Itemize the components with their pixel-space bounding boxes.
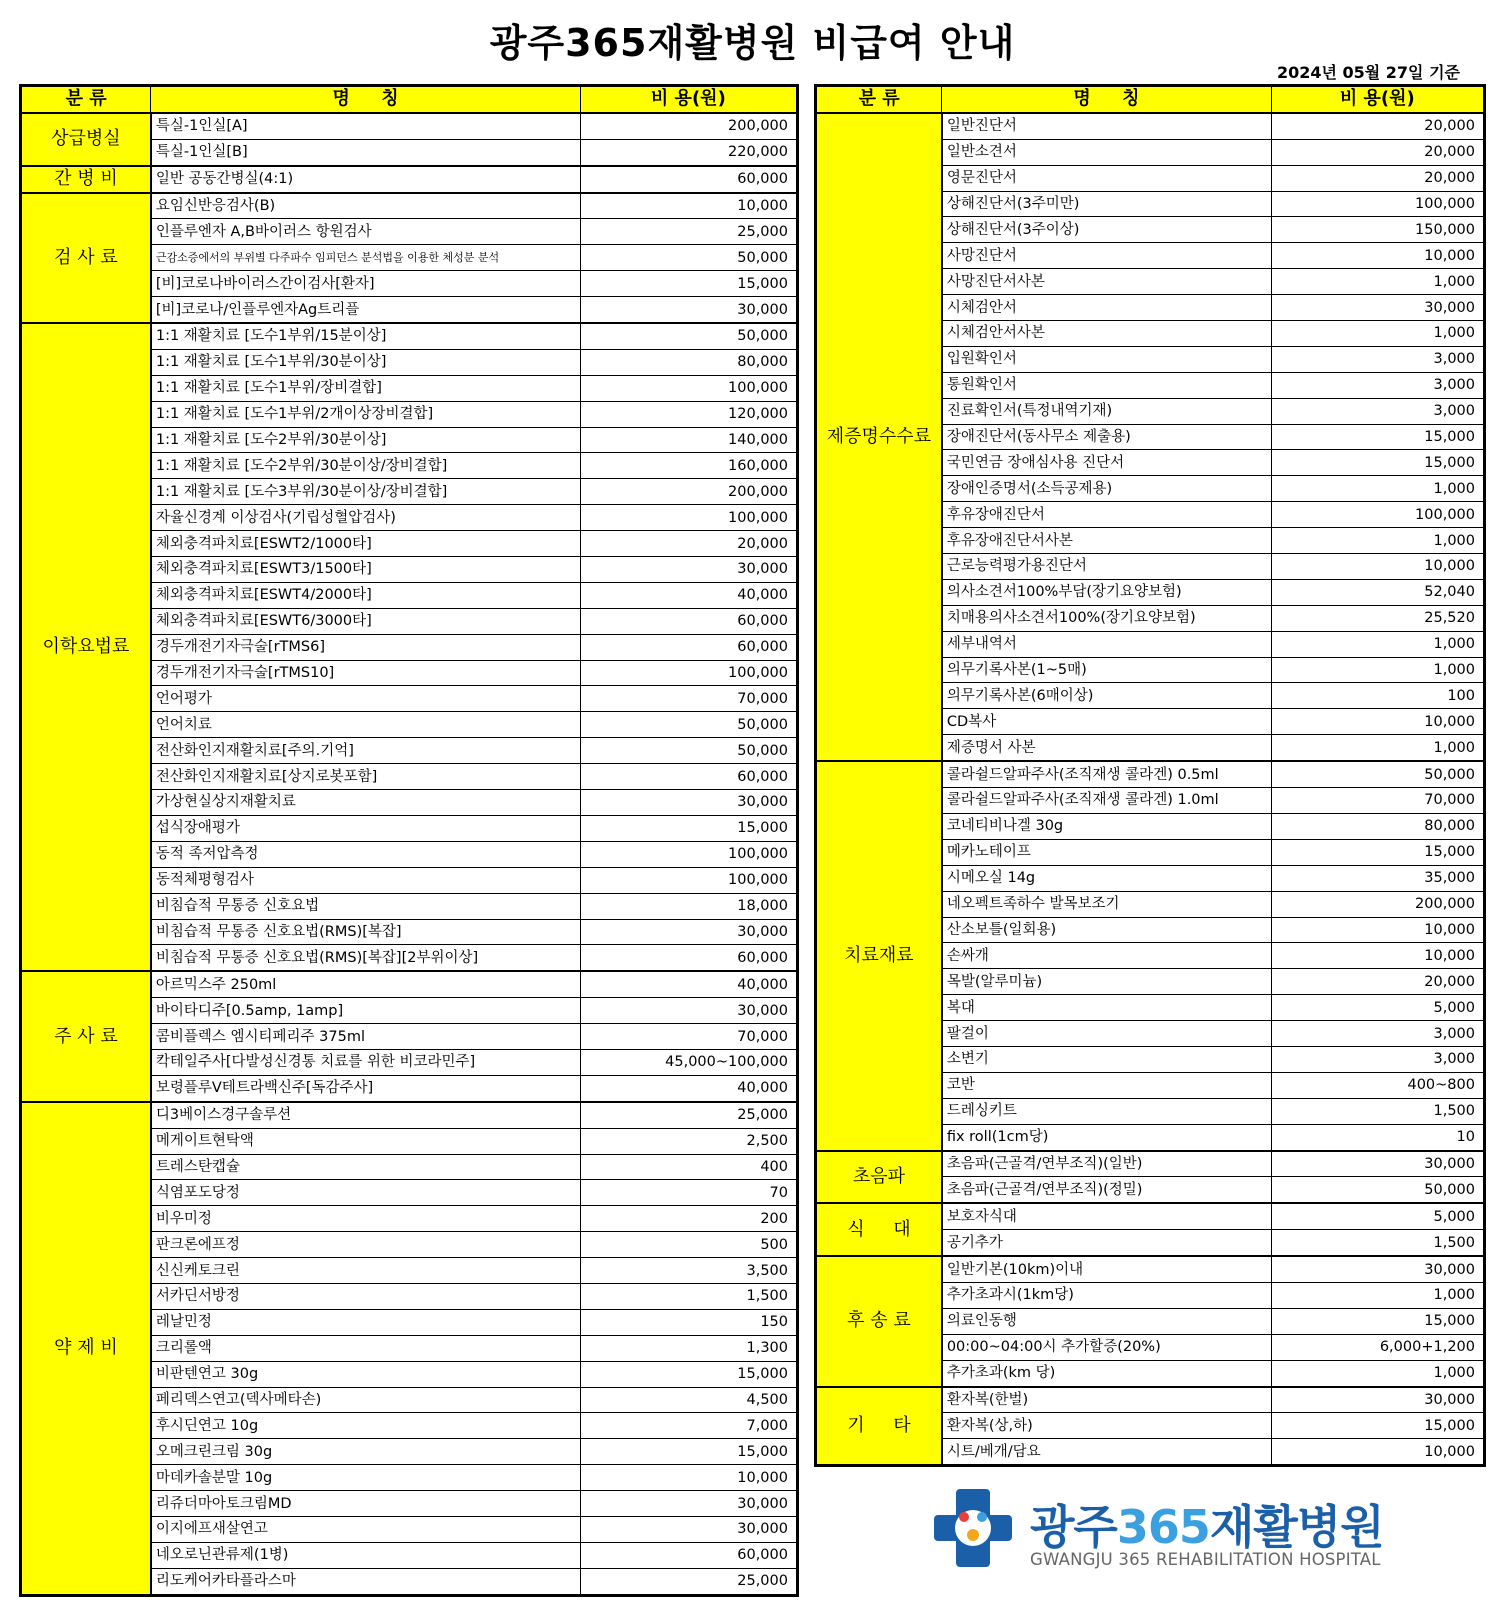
table-row	[816, 1203, 1485, 1229]
item-price: 2,500	[580, 1128, 797, 1154]
item-name: 레날민정	[151, 1309, 580, 1335]
item-name: 시체검안서사본	[942, 321, 1271, 347]
item-name: 바이타디주[0.5amp, 1amp]	[151, 998, 580, 1024]
item-price: 15,000	[580, 815, 797, 841]
category-cell: 치료재료	[816, 761, 942, 1150]
item-name: 1:1 재활치료 [도수1부위/15분이상]	[151, 323, 580, 349]
item-name: 체외충격파치료[ESWT3/1500타]	[151, 557, 580, 583]
item-price: 15,000	[1271, 424, 1484, 450]
header-name: 명 칭	[151, 86, 580, 113]
item-name: 환자복(상,하)	[942, 1413, 1271, 1439]
item-name: 비우미정	[151, 1206, 580, 1232]
item-price: 50,000	[580, 738, 797, 764]
item-price: 70,000	[580, 1024, 797, 1050]
item-price: 6,000+1,200	[1271, 1334, 1484, 1360]
item-price: 220,000	[580, 139, 797, 165]
category-cell: 약 제 비	[21, 1102, 151, 1595]
item-price: 10,000	[1271, 554, 1484, 580]
item-name: 일반진단서	[942, 113, 1271, 139]
item-name: 전산화인지재활치료[상지로봇포함]	[151, 764, 580, 790]
item-price: 18,000	[580, 893, 797, 919]
item-name: 메카노테이프	[942, 839, 1271, 865]
item-price: 5,000	[1271, 1203, 1484, 1229]
item-price: 400	[580, 1154, 797, 1180]
item-price: 45,000~100,000	[580, 1049, 797, 1075]
item-name: [비]코로나바이러스간이검사[환자]	[151, 271, 580, 297]
item-name: 일반 공동간병실(4:1)	[151, 166, 580, 193]
item-name: 디3베이스경구솔루션	[151, 1102, 580, 1128]
item-price: 100,000	[580, 867, 797, 893]
header-category: 분 류	[21, 86, 151, 113]
item-price: 160,000	[580, 453, 797, 479]
header-price: 비 용(원)	[580, 86, 797, 113]
item-name: 보호자식대	[942, 1203, 1271, 1229]
item-price: 150	[580, 1309, 797, 1335]
item-price: 3,000	[1271, 346, 1484, 372]
item-price: 15,000	[1271, 1308, 1484, 1334]
item-name: 환자복(한벌)	[942, 1387, 1271, 1413]
item-name: 1:1 재활치료 [도수2부위/30분이상/장비결합]	[151, 453, 580, 479]
category-cell: 식 대	[816, 1203, 942, 1256]
item-price: 3,000	[1271, 372, 1484, 398]
item-name: 인플루엔자 A,B바이러스 항원검사	[151, 219, 580, 245]
item-name: 식염포도당정	[151, 1180, 580, 1206]
header-price: 비 용(원)	[1271, 86, 1484, 113]
item-name: 요임신반응검사(B)	[151, 193, 580, 219]
item-name: 시메오실 14g	[942, 865, 1271, 891]
item-price: 1,500	[580, 1283, 797, 1309]
item-name: 소변기	[942, 1046, 1271, 1072]
item-price: 100,000	[580, 505, 797, 531]
item-price: 3,000	[1271, 1021, 1484, 1047]
item-name: 산소보틀(일회용)	[942, 917, 1271, 943]
item-price: 60,000	[580, 764, 797, 790]
item-name: 1:1 재활치료 [도수2부위/30분이상]	[151, 427, 580, 453]
item-name: 근감소증에서의 부위별 다주파수 임피던스 분석법을 이용한 체성분 분석	[151, 245, 580, 271]
category-cell: 상급병실	[21, 113, 151, 166]
item-price: 30,000	[1271, 1387, 1484, 1413]
item-name: 리쥬더마아토크림MD	[151, 1491, 580, 1517]
item-name: [비]코로나/인플루엔자Ag트리플	[151, 297, 580, 323]
item-price: 70	[580, 1180, 797, 1206]
header-category: 분 류	[816, 86, 942, 113]
item-name: 초음파(근골격/연부조직)(정밀)	[942, 1177, 1271, 1203]
category-cell: 주 사 료	[21, 971, 151, 1101]
item-price: 70,000	[580, 686, 797, 712]
item-name: 1:1 재활치료 [도수3부위/30분이상/장비결합]	[151, 479, 580, 505]
item-price: 50,000	[580, 323, 797, 349]
category-cell: 후 송 료	[816, 1256, 942, 1386]
item-price: 1,000	[1271, 1360, 1484, 1386]
item-price: 10,000	[580, 193, 797, 219]
item-price: 80,000	[580, 349, 797, 375]
item-price: 1,000	[1271, 269, 1484, 295]
item-price: 3,000	[1271, 1046, 1484, 1072]
item-price: 60,000	[580, 166, 797, 193]
table-row	[21, 1102, 798, 1128]
table-row	[21, 193, 798, 219]
item-name: 손싸개	[942, 943, 1271, 969]
item-name: 체외충격파치료[ESWT4/2000타]	[151, 582, 580, 608]
item-price: 400~800	[1271, 1072, 1484, 1098]
item-name: 특실-1인실[A]	[151, 113, 580, 139]
header-name: 명 칭	[942, 86, 1271, 113]
item-price: 10	[1271, 1124, 1484, 1150]
page-title: 광주365재활병원 비급여 안내	[489, 21, 1016, 65]
item-price: 20,000	[1271, 165, 1484, 191]
item-name: 00:00~04:00시 추가할증(20%)	[942, 1334, 1271, 1360]
item-name: 사망진단서사본	[942, 269, 1271, 295]
item-price: 100	[1271, 683, 1484, 709]
item-name: 드레싱키트	[942, 1098, 1271, 1124]
item-price: 200,000	[1271, 891, 1484, 917]
table-row	[21, 971, 798, 997]
item-name: 팔걸이	[942, 1021, 1271, 1047]
item-name: 제증명서 사본	[942, 735, 1271, 761]
item-name: 추가초과(km 당)	[942, 1360, 1271, 1386]
item-name: CD복사	[942, 709, 1271, 735]
item-price: 30,000	[580, 1491, 797, 1517]
item-name: 페리덱스연고(덱사메타손)	[151, 1387, 580, 1413]
item-price: 20,000	[1271, 969, 1484, 995]
item-price: 80,000	[1271, 813, 1484, 839]
table-row	[21, 323, 798, 349]
item-name: 서카딘서방정	[151, 1283, 580, 1309]
item-price: 30,000	[1271, 295, 1484, 321]
item-price: 30,000	[580, 790, 797, 816]
item-name: 언어치료	[151, 712, 580, 738]
item-price: 40,000	[580, 1075, 797, 1101]
item-price: 40,000	[580, 971, 797, 997]
item-name: 목발(알루미늄)	[942, 969, 1271, 995]
item-name: 콤비플렉스 엠시티페리주 375ml	[151, 1024, 580, 1050]
item-price: 10,000	[580, 1465, 797, 1491]
logo-english-name: GWANGJU 365 REHABILITATION HOSPITAL	[1030, 1550, 1381, 1569]
item-name: 의무기록사본(6매이상)	[942, 683, 1271, 709]
item-name: 동적체평형검사	[151, 867, 580, 893]
item-name: 치매용의사소견서100%(장기요양보험)	[942, 605, 1271, 631]
item-price: 15,000	[580, 1439, 797, 1465]
left-fee-table	[19, 84, 799, 1597]
item-name: 아르믹스주 250ml	[151, 971, 580, 997]
item-price: 20,000	[1271, 113, 1484, 139]
item-name: 후시딘연고 10g	[151, 1413, 580, 1439]
item-price: 200,000	[580, 479, 797, 505]
table-row	[21, 113, 798, 139]
table-row	[21, 166, 798, 193]
item-name: 경두개전기자극술[rTMS10]	[151, 660, 580, 686]
hospital-cross-icon	[930, 1485, 1016, 1571]
item-price: 60,000	[580, 1542, 797, 1568]
item-name: 1:1 재활치료 [도수1부위/2개이상장비결합]	[151, 401, 580, 427]
item-name: 1:1 재활치료 [도수1부위/30분이상]	[151, 349, 580, 375]
item-name: 리도케어카타플라스마	[151, 1568, 580, 1595]
item-name: 공기추가	[942, 1230, 1271, 1256]
item-price: 30,000	[1271, 1151, 1484, 1177]
item-price: 52,040	[1271, 579, 1484, 605]
item-price: 1,000	[1271, 735, 1484, 761]
item-name: 상해진단서(3주미만)	[942, 191, 1271, 217]
category-cell: 검 사 료	[21, 193, 151, 323]
item-price: 120,000	[580, 401, 797, 427]
item-price: 140,000	[580, 427, 797, 453]
item-price: 1,300	[580, 1335, 797, 1361]
item-name: 영문진단서	[942, 165, 1271, 191]
item-price: 200	[580, 1206, 797, 1232]
item-price: 1,000	[1271, 657, 1484, 683]
item-price: 10,000	[1271, 243, 1484, 269]
item-price: 70,000	[1271, 788, 1484, 814]
category-cell: 이학요법료	[21, 323, 151, 971]
item-name: 의무기록사본(1~5매)	[942, 657, 1271, 683]
item-price: 50,000	[580, 245, 797, 271]
item-name: 섭식장애평가	[151, 815, 580, 841]
table-row	[816, 113, 1485, 139]
item-price: 25,520	[1271, 605, 1484, 631]
item-name: 체외충격파치료[ESWT6/3000타]	[151, 608, 580, 634]
item-price: 30,000	[1271, 1256, 1484, 1282]
item-price: 100,000	[580, 660, 797, 686]
item-price: 5,000	[1271, 995, 1484, 1021]
item-name: 네오펙트족하수 발목보조기	[942, 891, 1271, 917]
item-name: 추가초과시(1km당)	[942, 1282, 1271, 1308]
item-price: 10,000	[1271, 917, 1484, 943]
item-name: 동적 족저압측정	[151, 841, 580, 867]
item-name: 의사소견서100%부담(장기요양보험)	[942, 579, 1271, 605]
item-price: 150,000	[1271, 217, 1484, 243]
item-price: 1,000	[1271, 321, 1484, 347]
item-name: 코네티비나겔 30g	[942, 813, 1271, 839]
item-price: 10,000	[1271, 1439, 1484, 1466]
category-cell: 간 병 비	[21, 166, 151, 193]
item-name: 칵테일주사[다발성신경통 치료를 위한 비코라민주]	[151, 1049, 580, 1075]
table-row	[816, 761, 1485, 787]
item-price: 30,000	[580, 998, 797, 1024]
item-name: 후유장애진단서사본	[942, 528, 1271, 554]
item-price: 100,000	[1271, 502, 1484, 528]
item-price: 60,000	[580, 608, 797, 634]
item-name: 이지에프새살연고	[151, 1516, 580, 1542]
item-name: 네오로닌관류제(1병)	[151, 1542, 580, 1568]
item-name: 통원확인서	[942, 372, 1271, 398]
item-price: 50,000	[1271, 1177, 1484, 1203]
item-name: 콜라쉴드알파주사(조직재생 콜라겐) 1.0ml	[942, 788, 1271, 814]
category-cell: 제증명수수료	[816, 113, 942, 761]
category-cell: 기 타	[816, 1387, 942, 1466]
item-price: 100,000	[580, 375, 797, 401]
item-price: 500	[580, 1232, 797, 1258]
item-price: 7,000	[580, 1413, 797, 1439]
item-price: 25,000	[580, 219, 797, 245]
item-name: 장애인증명서(소득공제용)	[942, 476, 1271, 502]
item-price: 3,000	[1271, 398, 1484, 424]
item-name: 신신케토크린	[151, 1258, 580, 1284]
item-name: 세부내역서	[942, 631, 1271, 657]
item-name: 의료인동행	[942, 1308, 1271, 1334]
item-name: 콜라쉴드알파주사(조직재생 콜라겐) 0.5ml	[942, 761, 1271, 787]
item-price: 15,000	[1271, 839, 1484, 865]
item-price: 4,500	[580, 1387, 797, 1413]
item-price: 100,000	[1271, 191, 1484, 217]
item-price: 40,000	[580, 582, 797, 608]
item-price: 20,000	[580, 531, 797, 557]
item-name: 초음파(근골격/연부조직)(일반)	[942, 1151, 1271, 1177]
item-name: 코반	[942, 1072, 1271, 1098]
item-price: 30,000	[580, 919, 797, 945]
item-price: 60,000	[580, 634, 797, 660]
item-price: 15,000	[1271, 450, 1484, 476]
item-price: 20,000	[1271, 139, 1484, 165]
item-name: 보령플루V테트라백신주[독감주사]	[151, 1075, 580, 1101]
item-price: 1,000	[1271, 1282, 1484, 1308]
item-price: 30,000	[580, 1516, 797, 1542]
item-name: 국민연금 장애심사용 진단서	[942, 450, 1271, 476]
item-name: 오메크린크림 30g	[151, 1439, 580, 1465]
item-name: 가상현실상지재활치료	[151, 790, 580, 816]
item-price: 1,500	[1271, 1230, 1484, 1256]
item-price: 1,000	[1271, 631, 1484, 657]
table-row	[816, 1151, 1485, 1177]
item-price: 50,000	[1271, 761, 1484, 787]
item-name: 비판텐연고 30g	[151, 1361, 580, 1387]
item-name: 자율신경계 이상검사(기립성혈압검사)	[151, 505, 580, 531]
item-name: 메게이트현탁액	[151, 1128, 580, 1154]
logo-korean-name: 광주365재활병원	[1030, 1500, 1384, 1554]
item-price: 15,000	[580, 271, 797, 297]
item-name: 트레스탄캡슐	[151, 1154, 580, 1180]
item-name: 장애진단서(동사무소 제출용)	[942, 424, 1271, 450]
item-name: 언어평가	[151, 686, 580, 712]
item-price: 30,000	[580, 557, 797, 583]
item-name: 1:1 재활치료 [도수1부위/장비결합]	[151, 375, 580, 401]
item-price: 1,000	[1271, 528, 1484, 554]
item-price: 50,000	[580, 712, 797, 738]
item-price: 3,500	[580, 1258, 797, 1284]
item-name: 특실-1인실[B]	[151, 139, 580, 165]
item-name: 마데카솔분말 10g	[151, 1465, 580, 1491]
item-name: fix roll(1cm당)	[942, 1124, 1271, 1150]
item-name: 상해진단서(3주이상)	[942, 217, 1271, 243]
item-name: 시트/베개/담요	[942, 1439, 1271, 1466]
item-name: 전산화인지재활치료[주의.기억]	[151, 738, 580, 764]
category-cell: 초음파	[816, 1151, 942, 1204]
item-name: 후유장애진단서	[942, 502, 1271, 528]
item-name: 경두개전기자극술[rTMS6]	[151, 634, 580, 660]
item-price: 25,000	[580, 1568, 797, 1595]
item-price: 60,000	[580, 945, 797, 971]
table-row	[816, 1256, 1485, 1282]
item-name: 체외충격파치료[ESWT2/1000타]	[151, 531, 580, 557]
item-price: 1,500	[1271, 1098, 1484, 1124]
table-row	[816, 1387, 1485, 1413]
item-price: 1,000	[1271, 476, 1484, 502]
item-name: 크리롤액	[151, 1335, 580, 1361]
item-name: 일반소견서	[942, 139, 1271, 165]
item-price: 10,000	[1271, 943, 1484, 969]
item-name: 비침습적 무통증 신호요법(RMS)[복잡][2부위이상]	[151, 945, 580, 971]
item-name: 비침습적 무통증 신호요법	[151, 893, 580, 919]
item-price: 35,000	[1271, 865, 1484, 891]
item-price: 15,000	[580, 1361, 797, 1387]
item-price: 30,000	[580, 297, 797, 323]
hospital-logo	[930, 1485, 1384, 1575]
item-name: 사망진단서	[942, 243, 1271, 269]
item-name: 복대	[942, 995, 1271, 1021]
item-price: 15,000	[1271, 1413, 1484, 1439]
item-name: 판크론에프정	[151, 1232, 580, 1258]
item-price: 25,000	[580, 1102, 797, 1128]
effective-date: 2024년 05월 27일 기준	[1276, 63, 1460, 82]
item-name: 비침습적 무통증 신호요법(RMS)[복잡]	[151, 919, 580, 945]
item-name: 일반기본(10km)이내	[942, 1256, 1271, 1282]
item-price: 200,000	[580, 113, 797, 139]
item-price: 10,000	[1271, 709, 1484, 735]
item-price: 100,000	[580, 841, 797, 867]
item-name: 진료확인서(특정내역기재)	[942, 398, 1271, 424]
item-name: 근로능력평가용진단서	[942, 554, 1271, 580]
right-fee-table	[814, 84, 1486, 1467]
item-name: 입원확인서	[942, 346, 1271, 372]
item-name: 시체검안서	[942, 295, 1271, 321]
